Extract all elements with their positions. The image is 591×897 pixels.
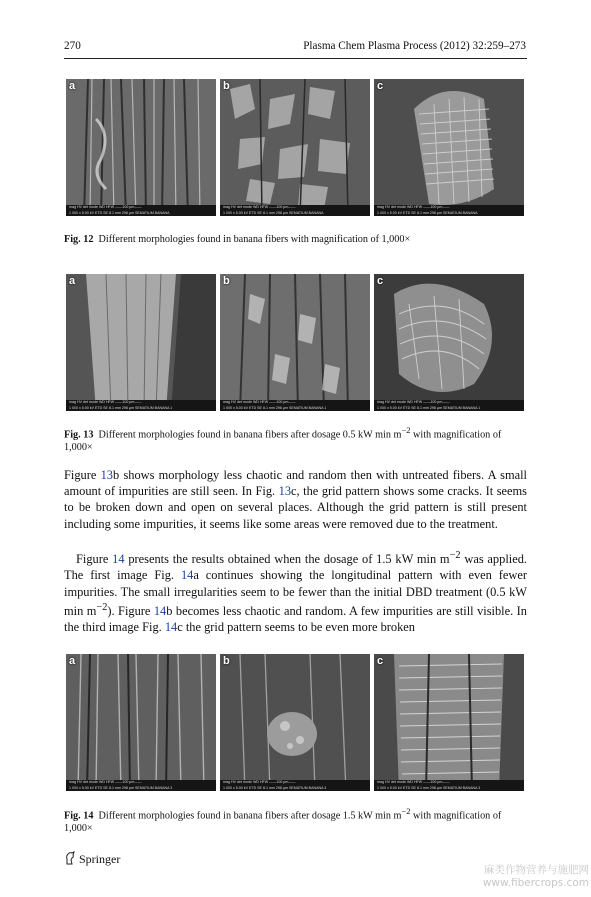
sem-data-bar: mag HV det mode WD HFW ——100 µm—— 1 000 x 5.00 kV ETD SE 8.1 mm 298 µm SEMATIUM BANANA 1 <box>374 400 524 411</box>
sem-micrograph-image <box>374 654 524 791</box>
figure-label: Fig. 14 <box>64 810 94 822</box>
sem-data-bar: mag HV det mode WD HFW ——100 µm—— 1 000 x 5.00 kV ETD SE 8.1 mm 298 µm SEMATIUM BANANA 1 <box>66 400 216 411</box>
sem-micrograph-image <box>220 79 370 216</box>
figure-14-panel-b <box>220 654 370 791</box>
header-rule <box>64 58 527 59</box>
sem-micrograph-image <box>220 274 370 411</box>
figure-13-panel-a <box>66 274 216 411</box>
figure-reference-link[interactable]: 14 <box>153 603 167 618</box>
sem-data-bar: mag HV det mode WD HFW ——100 µm—— 1 000 x 5.00 kV ETD SE 8.1 mm 298 µm SEMATIUM BANANA 3 <box>220 780 370 791</box>
sem-data-bar: mag HV det mode WD HFW ——100 µm—— 1 000 x 5.00 kV ETD SE 8.1 mm 298 µm SEMATIUM BANANA <box>374 205 524 216</box>
sem-micrograph-image <box>220 654 370 791</box>
springer-horse-logo-icon <box>64 851 76 865</box>
figure-12-panel-a <box>66 79 216 216</box>
figure-reference-link[interactable]: 14 <box>180 568 194 583</box>
page-number: 270 <box>64 40 81 52</box>
figure-14-panel-c <box>374 654 524 791</box>
sem-data-bar: mag HV det mode WD HFW ——100 µm—— 1 000 x 5.00 kV ETD SE 8.1 mm 298 µm SEMATIUM BANANA <box>66 205 216 216</box>
panel-letter: c <box>377 275 384 287</box>
figure-reference-link[interactable]: 13 <box>100 468 113 482</box>
figure-12-panel-b <box>220 79 370 216</box>
sem-micrograph-image <box>374 274 524 411</box>
figure-label: Fig. 12 <box>64 234 94 245</box>
figure-14-caption: Fig. 14 Different morphologies found in banana fibers after dosage 1.5 kW $\min m^{-2}$ with magnification of 1,000× <box>64 806 502 835</box>
sem-micrograph-image <box>66 79 216 216</box>
panel-letter: a <box>69 80 76 92</box>
sem-data-bar: mag HV det mode WD HFW ——100 µm—— 1 000 x 5.00 kV ETD SE 8.1 mm 298 µm SEMATIUM BANANA 3 <box>374 780 524 791</box>
body-paragraph-1: Figure 13b shows morphology less chaotic and random then with untreated fibers. A small amount of impurities are still seen. In Fig. 13c, the grid pattern shows some cracks. It seems to be broken down and open on several places. Although the grid pattern is still present including some impurities, it seems like some areas were removed due to the treatment. <box>64 468 528 531</box>
sem-micrograph-image <box>66 274 216 411</box>
publisher-name: Springer <box>79 852 121 866</box>
sem-data-bar: mag HV det mode WD HFW ——100 µm—— 1 000 x 5.00 kV ETD SE 8.1 mm 298 µm SEMATIUM BANANA <box>220 205 370 216</box>
journal-citation: Plasma Chem Plasma Process (2012) 32:259–273 <box>303 40 526 52</box>
figure-13 <box>66 274 524 411</box>
watermark: 麻类作物营养与施肥网 www.fibercrops.com <box>482 864 589 889</box>
figure-13-panel-c <box>374 274 524 411</box>
figure-reference-link[interactable]: 14 <box>164 620 178 635</box>
sem-data-bar: mag HV det mode WD HFW ——100 µm—— 1 000 x 5.00 kV ETD SE 8.1 mm 298 µm SEMATIUM BANANA 1 <box>220 400 370 411</box>
figure-label: Fig. 13 <box>64 429 94 441</box>
sem-data-bar: mag HV det mode WD HFW ——100 µm—— 1 000 x 5.00 kV ETD SE 8.1 mm 298 µm SEMATIUM BANANA 3 <box>66 780 216 791</box>
figure-12-caption: Fig. 12 Different morphologies found in banana fibers with magnification of 1,000× <box>64 234 411 245</box>
panel-letter: a <box>69 275 76 287</box>
figure-12-panel-c <box>374 79 524 216</box>
figure-13-caption: Fig. 13 Different morphologies found in banana fibers after dosage 0.5 kW $\min m^{-2}$ with magnification of 1,000× <box>64 425 502 454</box>
panel-letter: a <box>69 655 76 667</box>
figure-14 <box>66 654 524 791</box>
panel-letter: c <box>377 80 384 92</box>
panel-letter: b <box>223 655 230 667</box>
body-paragraph-2: Figure 14 presents the results obtained when the dosage of 1.5 kW $\min m^{-2}$ was applied. The first image Fig. 14a continues showing the longitudinal pattern with even fewer impurities. The small irregularities seem to be fewer than the initial DBD treatment (0.5 kW $\min m^{-2}$). Figure 14b becomes less chaotic and random. A few impurities are still visible. In the third image Fig. 14c the grid pattern seems to be even more broken <box>64 550 528 635</box>
panel-letter: c <box>377 655 384 667</box>
figure-13-panel-b <box>220 274 370 411</box>
figure-12 <box>66 79 524 216</box>
sem-micrograph-image <box>374 79 524 216</box>
figure-reference-link[interactable]: 13 <box>278 484 292 499</box>
figure-reference-link[interactable]: 14 <box>112 552 125 567</box>
sem-micrograph-image <box>66 654 216 791</box>
panel-letter: b <box>223 275 230 287</box>
figure-14-panel-a <box>66 654 216 791</box>
panel-letter: b <box>223 80 230 92</box>
